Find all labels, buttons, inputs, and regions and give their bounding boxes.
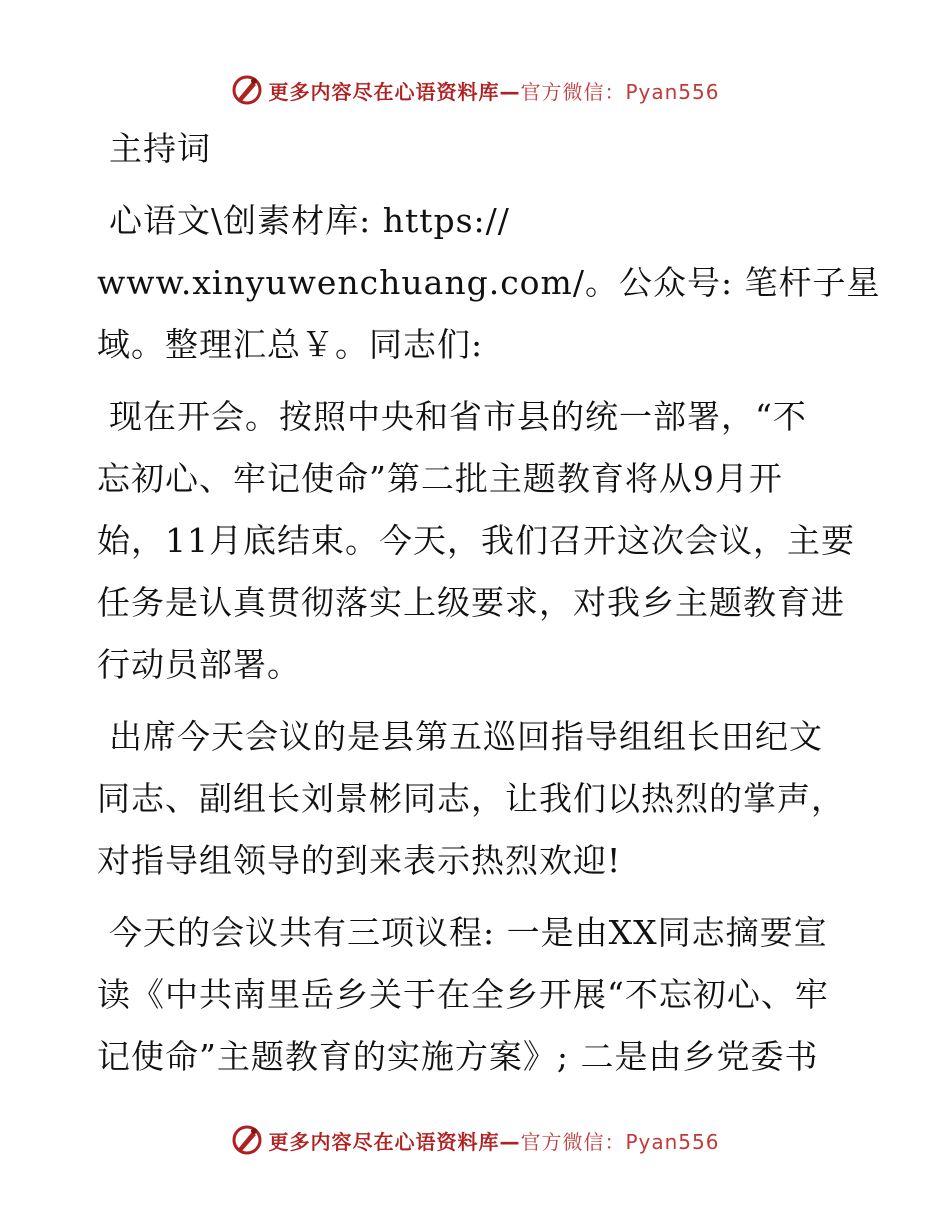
document-body: [97, 118, 881, 1088]
watermark-text: 更多内容尽在心语资料库—官方微信：Pyan556: [268, 1129, 720, 1154]
text-line: 今天的会议共有三项议程: 一是由XX同志摘要宣: [109, 913, 828, 952]
text-line: 同志、副组长刘景彬同志，让我们以热烈的掌声，: [97, 779, 845, 818]
text-line: 记使命”主题教育的实施方案》; 二是由乡党委书: [97, 1037, 819, 1076]
pen-logo-icon: [230, 1123, 264, 1157]
text-line: 任务是认真贯彻落实上级要求，对我乡主题教育进: [97, 583, 845, 622]
text-line: 忘初心、牢记使命”第二批主题教育将从9月开: [97, 459, 783, 498]
paragraph-source: [97, 190, 881, 376]
pen-logo-icon: [230, 73, 264, 107]
paragraph-opening: [97, 386, 867, 696]
text-line: 出席今天会议的是县第五巡回指导组组长田纪文: [109, 717, 823, 756]
text-line: 对指导组领导的到来表示热烈欢迎!: [97, 841, 622, 880]
text-line: 始，11月底结束。今天，我们召开这次会议，主要: [97, 521, 855, 560]
text-line: 现在开会。按照中央和省市县的统一部署，“不: [109, 397, 807, 436]
text-line: 主持词: [109, 129, 211, 168]
paragraph-attendees: [97, 706, 867, 892]
doc-title: [97, 118, 867, 180]
text-line: 读《中共南里岳乡关于在全乡开展“不忘初心、牢: [97, 975, 829, 1014]
text-line: 心语文\创素材库: https://: [109, 201, 510, 240]
watermark-text: 更多内容尽在心语资料库—官方微信：Pyan556: [268, 79, 720, 104]
text-line: 行动员部署。: [97, 645, 301, 684]
paragraph-agenda: [97, 902, 867, 1088]
footer-watermark: [0, 1120, 950, 1160]
header-watermark: [0, 70, 950, 110]
text-line: www.xinyuwenchuang.com/。公众号: 笔杆子星: [97, 263, 881, 302]
text-line: 域。整理汇总￥。同志们:: [97, 325, 484, 364]
